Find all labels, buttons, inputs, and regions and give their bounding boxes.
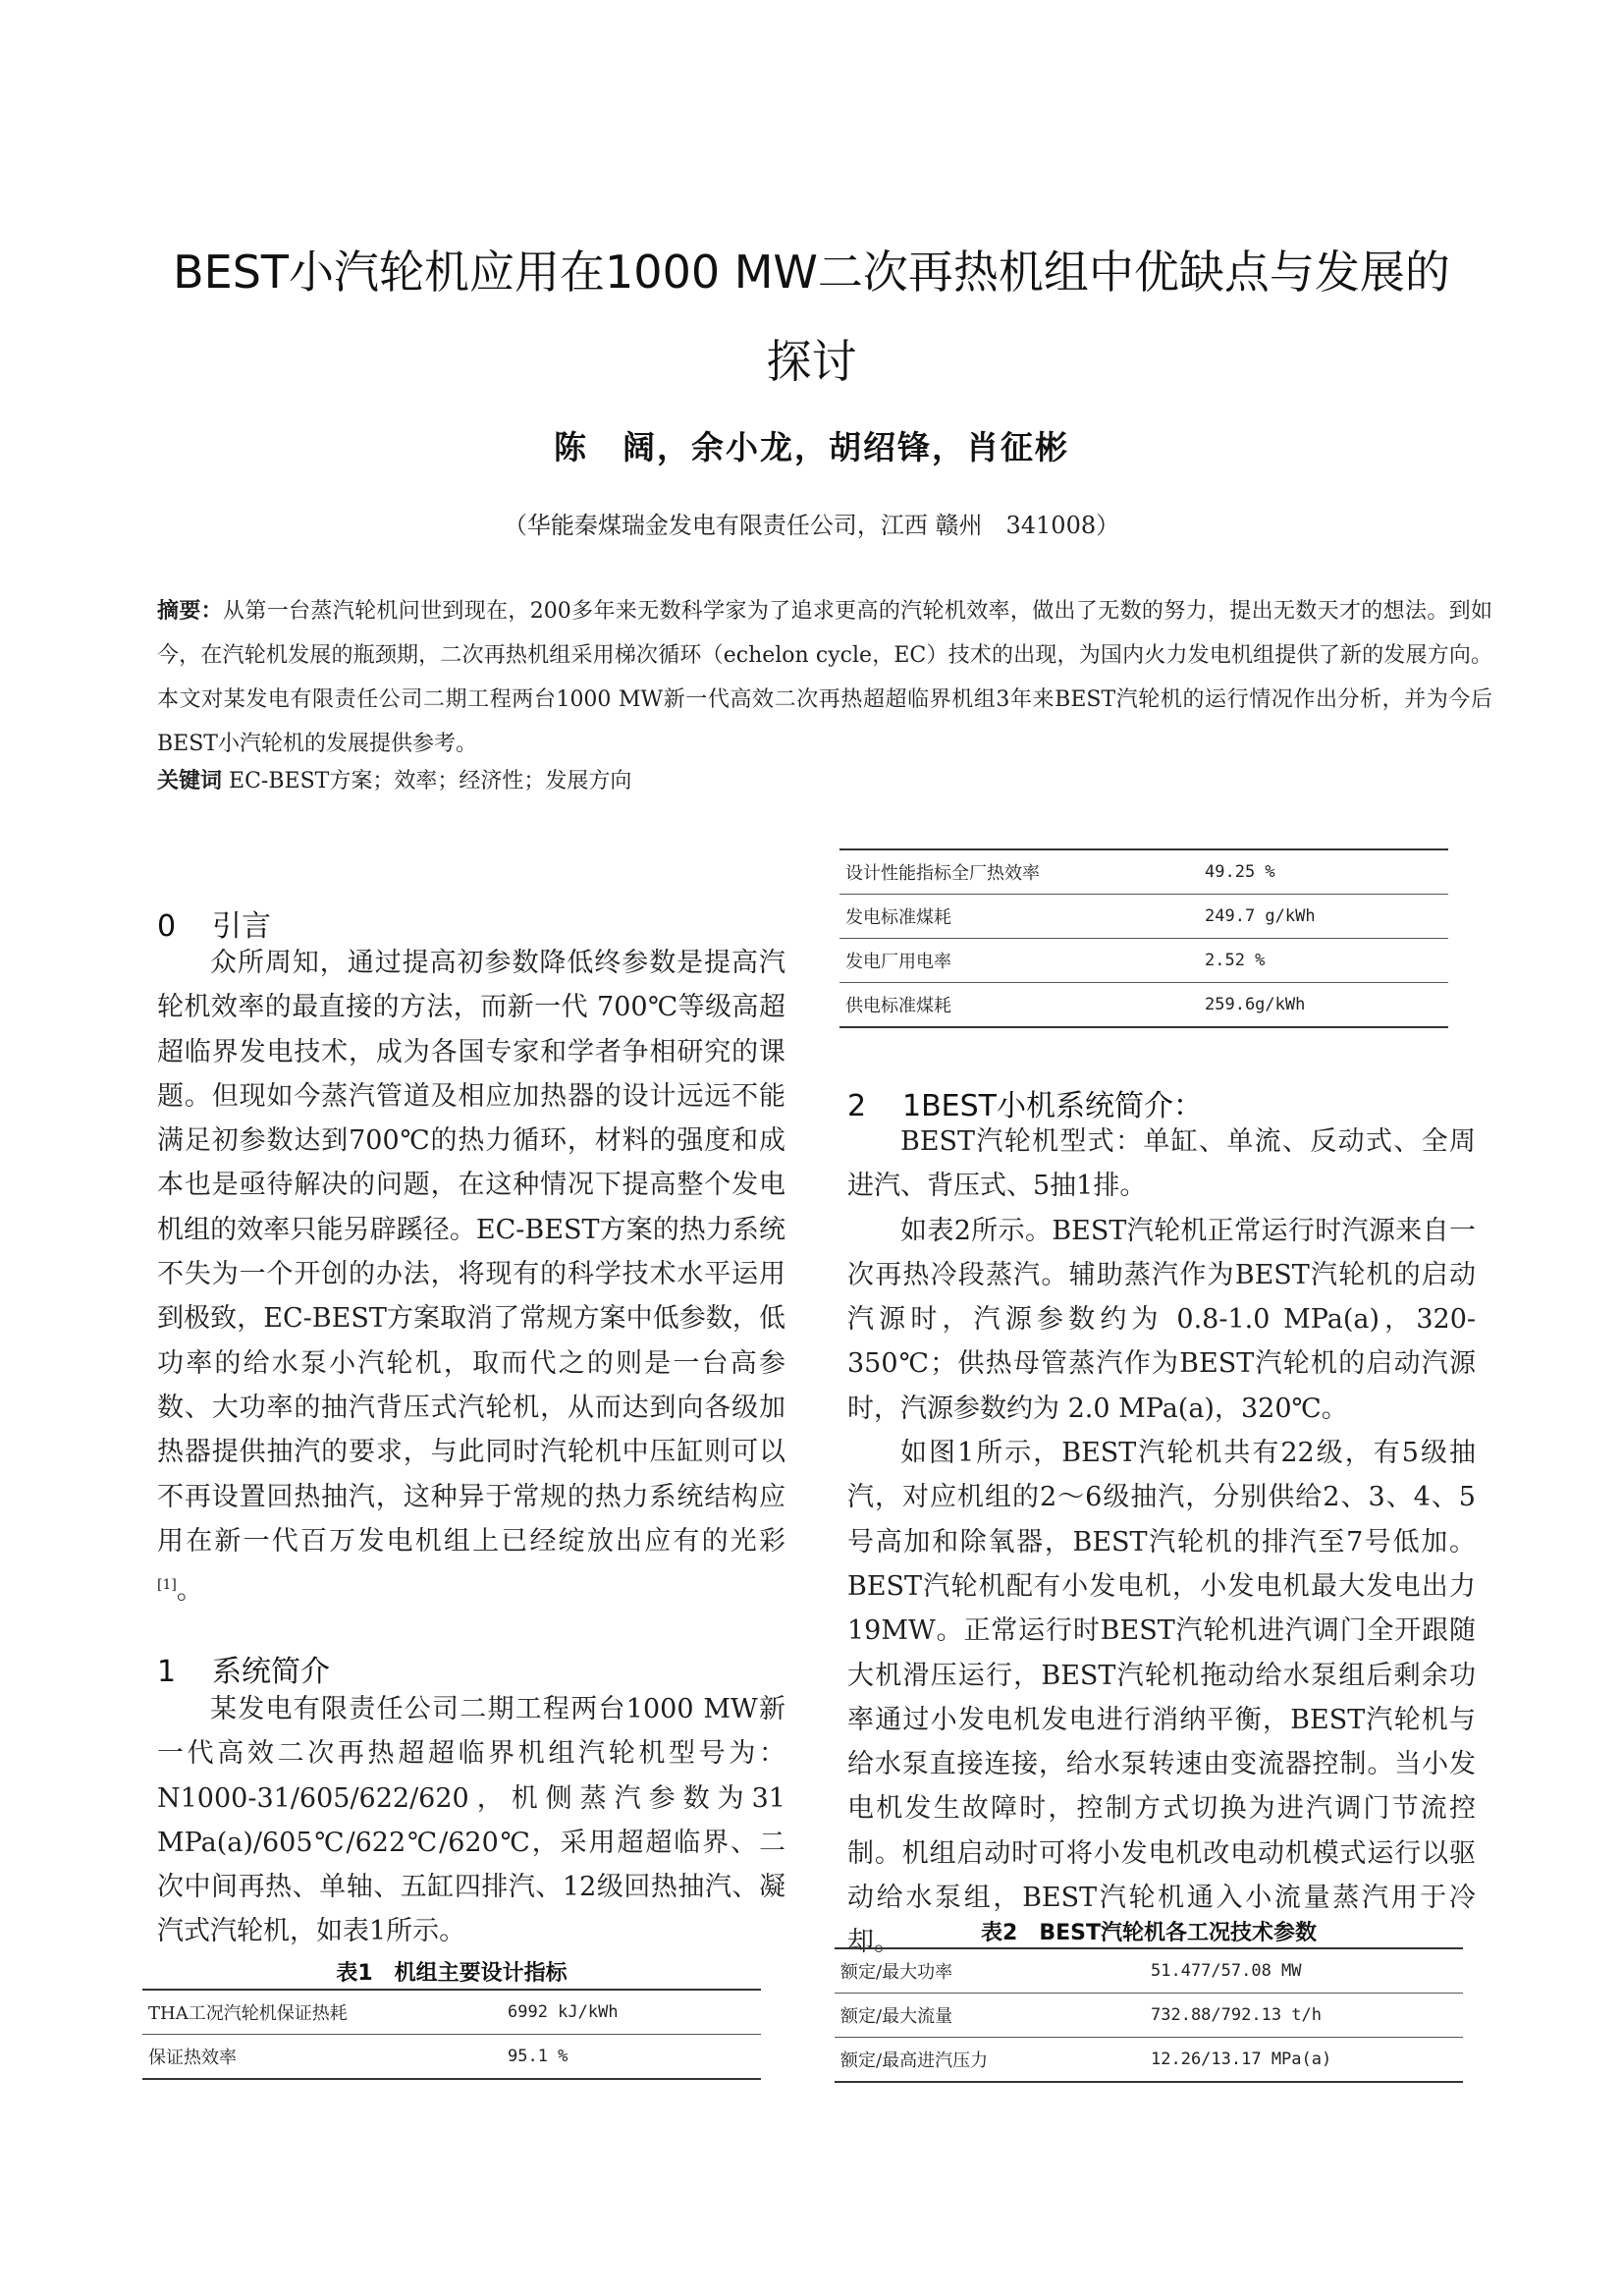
table-row [142,2035,761,2080]
paper-title-line-2: 探讨 [766,335,857,388]
table-cell-value: 12.26/13.17 MPa(a) [1145,2038,1463,2083]
table-2 [835,1947,1463,2083]
table-row [142,1990,761,2035]
table-cell-value: 51.477/57.08 MW [1145,1948,1463,1994]
section-2-heading [847,1081,1476,1124]
section-2-paragraph-1: BEST汽轮机型式：单缸、单流、反动式、全周进汽、背压式、5抽1排。 [847,1126,1476,1202]
section-0-heading [157,902,785,945]
abstract [157,589,1492,766]
table-1-part-1 [142,1989,761,2080]
table-row [835,1994,1463,2038]
section-1-number: 1 [157,1655,177,1689]
section-2-body [847,1120,1476,1965]
affiliation: （华能秦煤瑞金发电有限责任公司，江西 赣州 341008） [503,512,1120,539]
table-cell-label: 发电标准煤耗 [839,895,1199,939]
table-cell-label: 额定/最大流量 [835,1994,1145,2038]
table-cell-label: 保证热效率 [142,2035,502,2080]
section-2-paragraph-3: 如图1所示，BEST汽轮机共有22级，有5级抽汽，对应机组的2～6级抽汽，分别供给2、3、4、5号高加和除氧器，BEST汽轮机的排汽至7号低加。BEST汽轮机配有小发电机，小发电机最大发电出力19MW。正常运行时BEST汽轮机进汽调门全开跟随大机滑压运行，BEST汽轮机拖动给水泵组后剩余功率通过小发电机发电进行消纳平衡，BEST汽轮机与给水泵直接连接，给水泵转速由变流器控制。当小发电机发生故障时，控制方式切换为进汽调门节流控制。机组启动时可将小发电机改电动机模式运行以驱动给水泵组，BEST汽轮机通入小流量蒸汽用于冷却。 [847,1438,1476,1958]
table-row [839,939,1448,983]
table-row [839,983,1448,1028]
keywords-text: EC-BEST方案；效率；经济性；发展方向 [229,769,632,793]
table-cell-value: 49.25 % [1199,849,1448,895]
keywords-label: 关键词 [157,769,223,793]
keywords [157,764,1492,794]
section-1-paragraph: 某发电有限责任公司二期工程两台1000 MW新一代高效二次再热超超临界机组汽轮机型号为：N1000-31/605/622/620，机侧蒸汽参数为31 MPa(a)/605℃/622℃/620℃，采用超超临界、二次中间再热、单轴、五缸四排汽、12级回热抽汽、凝汽式汽轮机，如表1所示。 [157,1694,785,1947]
table-cell-value: 249.7 g/kWh [1199,895,1448,939]
section-0-text: 众所周知，通过提高初参数降低终参数是提高汽轮机效率的最直接的方法，而新一代 700℃等级高超超临界发电技术，成为各国专家和学者争相研究的课题。但现如今蒸汽管道及相应加热器的设计远远不能满足初参数达到700℃的热力循环，材料的强度和成本也是亟待解决的问题，在这种情况下提高整个发电机组的效率只能另辟蹊径。EC-BEST方案的热力系统不失为一个开创的办法，将现有的科学技术水平运用到极致，EC-BEST方案取消了常规方案中低参数，低功率的给水泵小汽轮机，取而代之的则是一台高参数、大功率的抽汽背压式汽轮机，从而达到向各级加热器提供抽汽的要求，与此同时汽轮机中压缸则可以不再设置回热抽汽，这种异于常规的热力系统结构应用在新一代百万发电机组上已经绽放出应有的光彩 [157,948,785,1557]
table-cell-value: 259.6g/kWh [1199,983,1448,1028]
section-1-body [157,1687,785,1954]
section-2-number: 2 [847,1089,867,1123]
table-cell-value: 2.52 % [1199,939,1448,983]
table-cell-label: 额定/最大功率 [835,1948,1145,1994]
table-row [839,895,1448,939]
section-1-title: 系统简介 [212,1655,330,1689]
abstract-text: 从第一台蒸汽轮机问世到现在，200多年来无数科学家为了追求更高的汽轮机效率，做出了无数的努力，提出无数天才的想法。到如今，在汽轮机发展的瓶颈期，二次再热机组采用梯次循环（echelon cycle，EC）技术的出现，为国内火力发电机组提供了新的发展方向。本文对某发电有限责任公司二期工程两台1000 MW新一代高效二次再热超超临界机组3年来BEST汽轮机的运行情况作出分析，并为今后BEST小汽轮机的发展提供参考。 [157,599,1492,756]
section-0-body [157,941,785,1613]
section-1-heading [157,1647,785,1690]
table-cell-label: 发电厂用电率 [839,939,1199,983]
authors: 陈 阔，余小龙，胡绍锋，肖征彬 [554,428,1069,466]
table-cell-label: 设计性能指标全厂热效率 [839,849,1199,895]
table-row [835,1948,1463,1994]
table-1-caption: 表1 机组主要设计指标 [336,1961,568,1986]
section-0-paragraph [157,941,785,1613]
citation-1: [1] [157,1577,177,1594]
section-0-number: 0 [157,909,177,944]
table-cell-value: 6992 kJ/kWh [502,1990,761,2035]
section-2-title: 1BEST小机系统简介： [902,1089,1203,1123]
section-2-paragraph-2: 如表2所示。BEST汽轮机正常运行时汽源来自一次再热冷段蒸汽。辅助蒸汽作为BEST汽轮机的启动汽源时，汽源参数约为 0.8-1.0 MPa(a)，320-350℃；供热母管蒸汽作为BEST汽轮机的启动汽源时，汽源参数约为 2.0 MPa(a)，320℃。 [847,1215,1476,1424]
section-0-title: 引言 [212,909,271,944]
table-cell-label: THA工况汽轮机保证热耗 [142,1990,502,2035]
section-0-end: 。 [176,1575,203,1607]
table-cell-label: 额定/最高进汽压力 [835,2038,1145,2083]
table-2-caption: 表2 BEST汽轮机各工况技术参数 [981,1921,1317,1945]
table-row [839,849,1448,895]
table-1-part-2 [839,848,1448,1028]
abstract-label: 摘要： [157,599,224,624]
table-cell-label: 供电标准煤耗 [839,983,1199,1028]
table-row [835,2038,1463,2083]
table-cell-value: 732.88/792.13 t/h [1145,1994,1463,2038]
table-cell-value: 95.1 % [502,2035,761,2080]
paper-title-line-1: BEST小汽轮机应用在1000 MW二次再热机组中优缺点与发展的 [173,246,1450,299]
